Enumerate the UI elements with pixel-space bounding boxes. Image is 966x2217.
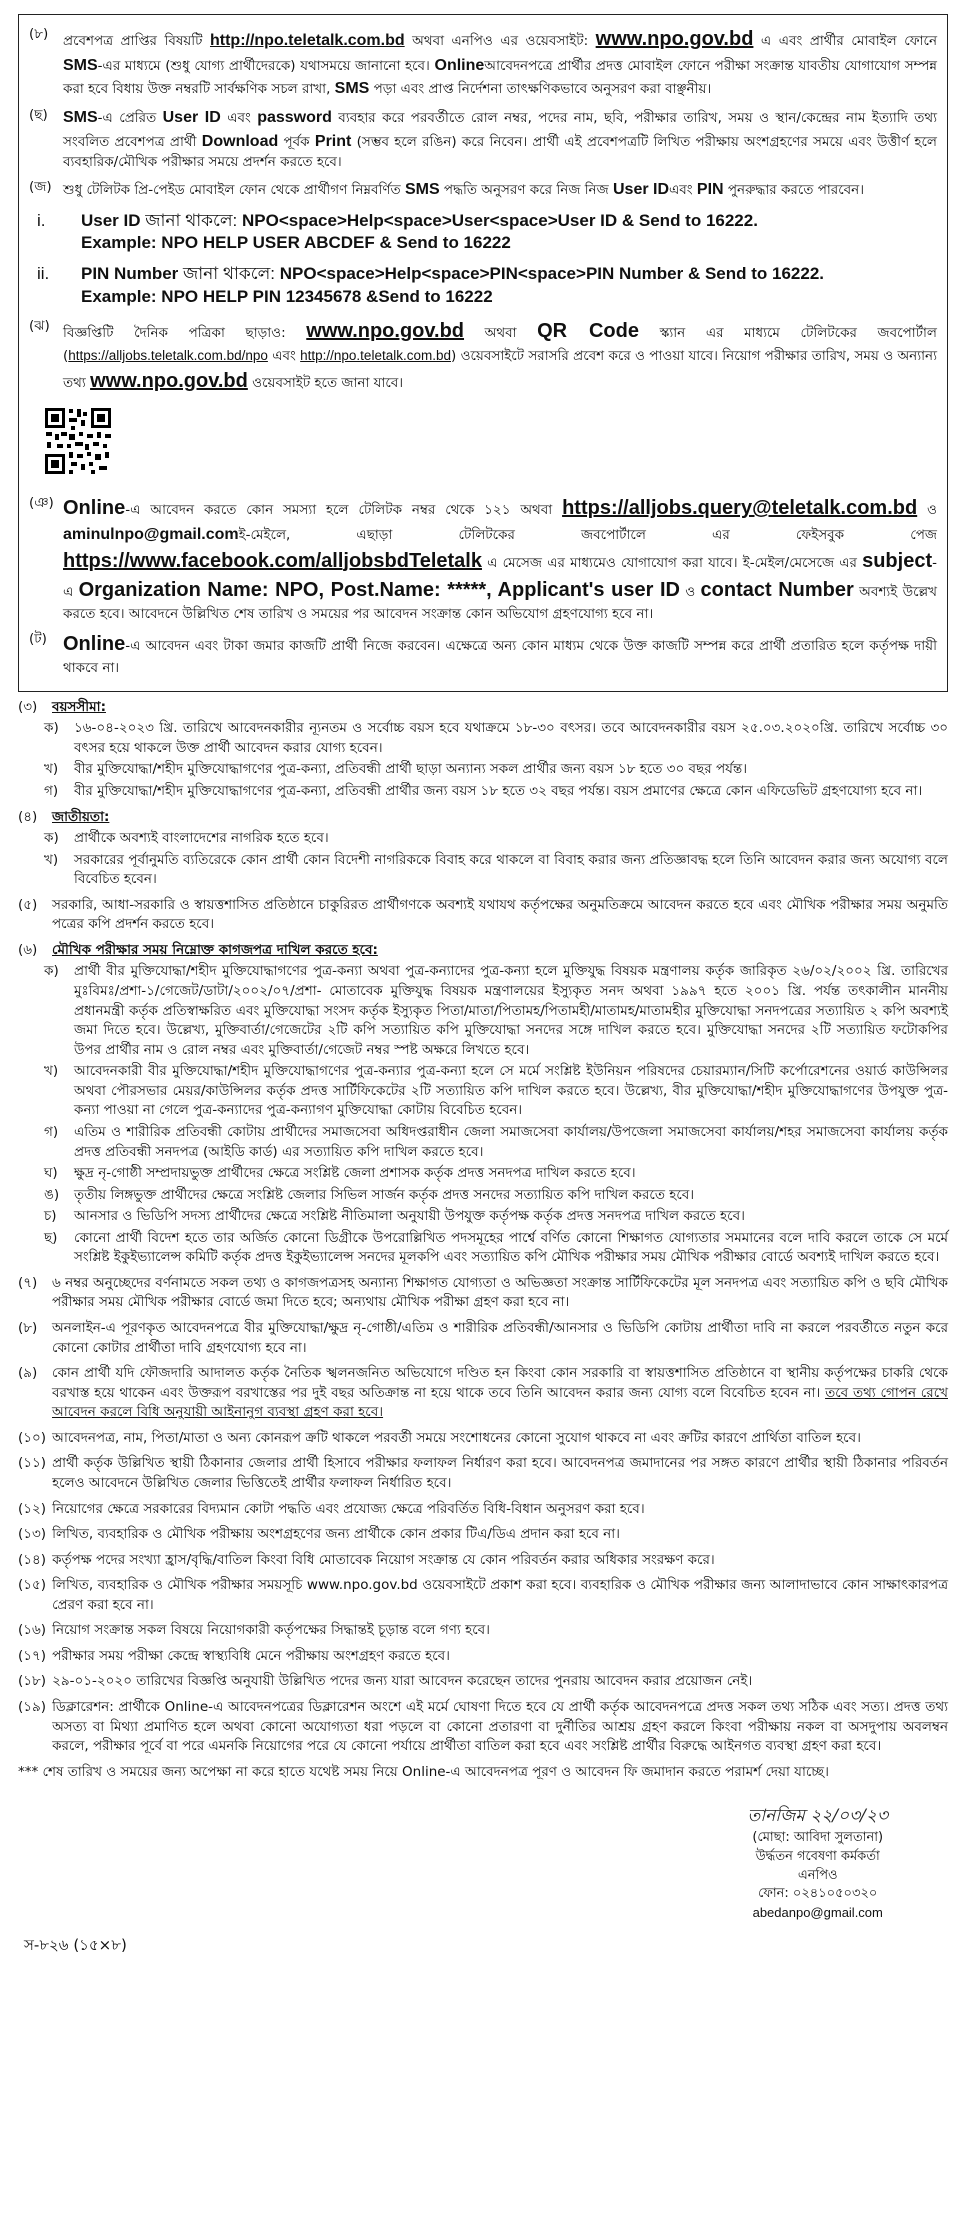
section-number: (১৮) <box>18 1673 47 1690</box>
sub-item <box>44 1123 948 1162</box>
text-run: এ এবং প্রার্থীর মোবাইল ফোনে <box>753 33 937 49</box>
sub-item-number: খ) <box>44 851 59 868</box>
link[interactable]: https://www.facebook.com/alljobsbdTeletalk <box>63 549 482 572</box>
cmd-lead: PIN Number <box>81 264 179 284</box>
sub-item-text: সরকারের পূর্বানুমতি ব্যতিরেকে কোন প্রার্থী কোন বিদেশী নাগরিককে বিবাহ করে থাকলে বা বিবাহ করার জন্য প্রতিজ্ঞাবদ্ধ হলে তিনি আবেদন করার জন্য অযোগ্য বলে বিবেচিত হবেন। <box>74 851 948 888</box>
footer <box>18 1804 948 1964</box>
section-main-text: প্রার্থী কর্তৃক উল্লিখিত স্থায়ী ঠিকানার জেলার প্রার্থী হিসাবে পরীক্ষার ফলাফল নির্ধারণ করা হবে। আবেদনপত্র জমাদানের পর সঙ্গত কারণে প্রার্থীর স্থায়ী ঠিকানার পরিবর্তন হলেও আবেদনে উল্লিখিত জেলার ভিত্তিতেই প্রার্থীর ফলাফল নির্ধারিত হবে। <box>52 1455 948 1491</box>
section-documents <box>18 941 948 1268</box>
sub-item-text: ১৬-০৪-২০২৩ খ্রি. তারিখে আবেদনকারীর ন্যূনতম ও সর্বোচ্চ বয়স হবে যথাক্রমে ১৮-৩০ বৎসর। তবে আবেদনকারীর বয়স ২৫.০৩.২০২০খ্রি. তারিখে সর্বোচ্চ ৩০ বৎসর হয়ে থাকলে উক্ত প্রার্থী আবেদন করার যোগ্য হবেন। <box>74 720 948 756</box>
cmd-mid: জানা থাকলে: <box>140 210 242 230</box>
sub-item-number: ক) <box>44 720 59 737</box>
sub-item-text: ক্ষুদ্র নৃ-গোষ্ঠী সম্প্রদায়ভুক্ত প্রার্থীদের ক্ষেত্রে সংশ্লিষ্ট জেলা প্রশাসক কর্তৃক প্রদত্ত সনদপত্র দাখিল করতে হবে। <box>74 1165 636 1182</box>
cmd-body: NPO<space>Help<space>PIN<space>PIN Number & Send to 16222. <box>279 264 825 284</box>
sub-item <box>44 829 948 849</box>
section-main-text: ২৯-০১-২০২০ তারিখের বিজ্ঞপ্তি অনুযায়ী উল্লিখিত পদের জন্য যারা আবেদন করেছেন তাদের পুনরায় আবেদন করার প্রয়োজন নেই। <box>52 1673 753 1690</box>
roman-numeral: i. <box>37 210 46 230</box>
link[interactable]: www.npo.gov.bd <box>306 320 465 343</box>
numbered-section <box>18 1621 948 1641</box>
sms-command-pin <box>37 263 937 309</box>
instructions-box <box>18 14 948 692</box>
section-text <box>52 1698 948 1757</box>
sub-item-text: এতিম ও শারীরিক প্রতিবন্ধী কোটায় প্রার্থীদের সমাজসেবা অধিদপ্তরাধীন জেলা সমাজসেবা কার্যালয়/উপজেলা সমাজসেবা কার্যালয়/শহর সমাজসেবা কার্যালয় কর্তৃক প্রদত্ত প্রতিবন্ধী সনদপত্র (আইডি কার্ড) এর সত্যায়িত কপি দাখিল করতে হবে। <box>74 1123 948 1160</box>
text-run: বিজ্ঞপ্তিটি দৈনিক পত্রিকা ছাড়াও: <box>63 325 307 342</box>
section-number: (১৪) <box>18 1551 47 1568</box>
text-run: password <box>257 109 332 127</box>
advertisement-code: স-৮২৬ (১৫×৮) <box>24 1935 127 1954</box>
section-text <box>52 1454 948 1493</box>
text-run: এবং <box>220 110 258 127</box>
section-main-text: ৬ নম্বর অনুচ্ছেদের বর্ণনামতে সকল তথ্য ও কাগজপত্রসহ অন্যান্য শিক্ষাগত যোগ্যতা ও অভিজ্ঞতা সংক্রান্ত সার্টিফিকেটের মূল সনদপত্র এবং সত্যায়িত কপি ও ছবি মৌখিক পরীক্ষার সময় মৌখিক পরীক্ষার বোর্ডে জমা দিতে হবে; অন্যথায় মৌখিক পরীক্ষা গ্রহণ করা হবে না। <box>52 1274 948 1311</box>
numbered-section <box>18 1364 948 1423</box>
section-text <box>52 1672 948 1692</box>
numbered-section <box>18 1274 948 1313</box>
section-number: (১৭) <box>18 1647 47 1664</box>
sub-item-text: কোনো প্রার্থী বিদেশ হতে তার অর্জিত কোনো ডিগ্রীকে উপরোল্লিখিত পদসমূহের পার্শ্বে বর্ণিত কোনো শিক্ষাগত যোগ্যতার সমমানের বলে দাবি করলে তাকে সে মর্মে সংশ্লিষ্ট ইকুইভ্যালেন্স কমিটি কর্তৃক প্রদত্ত ইকুইভ্যালেন্স সনদের মূলকপি এবং সত্যায়িত কপি মৌখিক পরীক্ষার সময় মৌখিক পরীক্ষার বোর্ডে অবশ্যই দাখিল করতে হবে। <box>74 1229 948 1266</box>
section-number: (১১) <box>18 1455 47 1472</box>
text-run: -এ আবেদন এবং টাকা জমার কাজটি প্রার্থী নিজে করবেন। এক্ষেত্রে অন্য কোন মাধ্যম থেকে উক্ত কাজটি সম্পন্ন করে প্রার্থী প্রতারিত হলে কর্তৃপক্ষ দায়ী থাকবে না। <box>63 638 937 677</box>
text-run: অথবা <box>464 325 538 342</box>
item-jha <box>29 317 937 396</box>
sub-item-number: ক) <box>44 963 59 980</box>
text-run: ওয়েবসাইট হতে জানা যাবে। <box>247 374 404 391</box>
item-number: (জ) <box>29 179 52 196</box>
item-ya <box>29 494 937 624</box>
text-run: পূর্বক <box>278 133 315 150</box>
sub-item-number: ক) <box>44 830 59 847</box>
signatory-email[interactable]: abedanpo@gmail.com <box>752 1905 883 1921</box>
signatory-phone: ফোন: ০২৪১০৫০৩২০ <box>758 1886 878 1902</box>
sub-item-number: খ) <box>44 761 59 778</box>
section-number: (১৩) <box>18 1526 47 1543</box>
sub-item <box>44 1207 948 1227</box>
text-run: SMS <box>334 80 370 98</box>
text-run: contact Number <box>700 578 854 601</box>
signatory-org: এনপিও <box>797 1867 838 1883</box>
item-number: (ঞ) <box>29 495 54 512</box>
text-run: QR Code <box>537 320 639 343</box>
text-run: ) ওয়েবসাইটে সরাসরি প্রবেশ করে ও পাওয়া যাবে। নিয়োগ পরীক্ষার তারিখ, সময় ও অন্যান্য তথ্য <box>63 348 937 391</box>
section-number: (৫) <box>18 896 38 913</box>
sub-item-text: প্রার্থী বীর মুক্তিযোদ্ধা/শহীদ মুক্তিযোদ্ধাগণের পুত্র-কন্যা অথবা পুত্র-কন্যাদের পুত্র-কন্যা হলে মুক্তিযুদ্ধ বিষয়ক মন্ত্রণালয় কর্তৃক জারিকৃত ২৬/০২/২০০২ খ্রি. তারিখের মুঃবিমঃ/প্রশা-১/গেজেট/ডাটা/২০০২/০৭/প্রশা- মোতাবেক মুক্তিযুদ্ধ বিষয়ক মন্ত্রণালয়ের ইস্যুকৃত সনদ অথবা ১৯৯৭ হতে ২০০১ খ্রি. পর্যন্ত তৎকালীন মাননীয় প্রধানমন্ত্রী কর্তৃক প্রতিস্বাক্ষরিত এবং মুক্তিযোদ্ধা সংসদ কর্তৃক ইস্যুকৃত পিতা/মাতা/পিতামহ/পিতামহী/মাতামহ/মাতামহীর মুক্তিযোদ্ধা সনদপত্রের সত্যায়িত ২ কপি অবশ্যই জমা দিতে হবে। উল্লেখ্য, মুক্তিবার্তা/গেজেটের ২টি কপি সত্যায়িত কপি মুক্তিযোদ্ধা সনদের সঙ্গে দাখিল করতে হবে। মুক্তিযোদ্ধা সনদের ২টি সত্যায়িত ফটোকপির উপর প্রার্থীর নাম ও রোল নম্বর এবং মুক্তিবার্তা/গেজেট নম্বর স্পষ্ট অক্ষরে লিখতে হবে। <box>74 963 948 1058</box>
text-run: Download <box>201 132 279 150</box>
cmd-lead: User ID <box>81 210 141 230</box>
sub-item <box>44 851 948 890</box>
item-number: (৮) <box>29 26 49 42</box>
text-run: Organization Name: NPO, Post.Name: *****, Applicant's user ID <box>78 578 680 601</box>
sub-item <box>44 1062 948 1121</box>
item-text <box>63 630 937 679</box>
sms-command-user-id <box>37 210 937 256</box>
link[interactable]: https://alljobs.teletalk.com.bd/npo <box>68 348 268 364</box>
sub-item-number: ঙ) <box>44 1186 60 1203</box>
link[interactable]: www.npo.gov.bd <box>90 369 248 392</box>
section-text <box>52 1551 948 1571</box>
sub-item-number: গ) <box>44 782 59 799</box>
text-run: aminulnpo@gmail.com <box>63 526 239 544</box>
text-run: -এর মাধ্যমে (শুধু যোগ্য প্রার্থীদেরকে) যথাসময়ে জানানো হবে। <box>97 58 435 74</box>
section-number: (৯) <box>18 1365 38 1382</box>
nationality-sub-items <box>44 829 948 890</box>
item-ta <box>29 630 937 679</box>
text-run: ই-মেইলে, এছাড়া টেলিটকের জবপোর্টালে এর ফেইসবুক পেজ <box>238 527 937 544</box>
section-main-text: লিখিত, ব্যবহারিক ও মৌখিক পরীক্ষার সময়সূচি www.npo.gov.bd ওয়েবসাইটে প্রকাশ করা হবে। ব্যবহারিক ও মৌখিক পরীক্ষার জন্য আলাদাভাবে কোন সাক্ষাৎকারপত্র প্রেরণ করা হবে না। <box>52 1577 948 1613</box>
section-main-text: পরীক্ষার সময় পরীক্ষা কেন্দ্রে স্বাস্থ্যবিধি মেনে পরীক্ষায় অংশগ্রহণ করতে হবে। <box>52 1647 451 1664</box>
numbered-section <box>18 1698 948 1757</box>
text-run: ও <box>917 502 937 519</box>
section-main-text: নিয়োগ সংক্রান্ত সকল বিষয়ে নিয়োগকারী কর্তৃপক্ষের সিদ্ধান্তই চূড়ান্ত বলে গণ্য হবে। <box>52 1622 490 1639</box>
section-number: (১৯) <box>18 1699 47 1715</box>
sub-item <box>44 1164 948 1184</box>
sub-item <box>44 760 948 780</box>
numbered-section <box>18 1525 948 1545</box>
text-run: এবং <box>669 182 697 199</box>
box-item <box>29 25 937 100</box>
section-main-text: লিখিত, ব্যবহারিক ও মৌখিক পরীক্ষায় অংশগ্রহণের জন্য প্রার্থীকে কোন প্রকার টিএ/ডিএ প্রদান করা হবে না। <box>52 1526 620 1543</box>
sub-item <box>44 1186 948 1206</box>
sub-item-number: ঘ) <box>44 1165 58 1182</box>
sub-item <box>44 719 948 758</box>
sub-item-number: ছ) <box>44 1229 58 1246</box>
sub-item-text: প্রার্থীকে অবশ্যই বাংলাদেশের নাগরিক হতে হবে। <box>74 830 329 847</box>
section-title: মৌখিক পরীক্ষার সময় নিম্নোক্ত কাগজপত্র দাখিল করতে হবে: <box>52 941 378 958</box>
qr-code-icon[interactable] <box>43 406 113 476</box>
item-text <box>63 317 937 396</box>
text-run: পদ্ধতি অনুসরণ করে নিজ নিজ <box>439 182 613 199</box>
section-number: (৩) <box>18 698 38 715</box>
cmd-example: Example: NPO HELP PIN 12345678 &Send to 16222 <box>81 287 493 307</box>
roman-numeral: ii. <box>37 264 50 284</box>
advice-note: *** শেষ তারিখ ও সময়ের জন্য অপেক্ষা না করে হাতে যথেষ্ট সময় নিয়ে Online-এ আবেদনপত্র পূরণ ও আবেদন ফি জমাদান করতে পরামর্শ দেয়া যাচ্ছে। <box>18 1763 829 1780</box>
link[interactable]: http://npo.teletalk.com.bd <box>209 32 405 49</box>
cmd-body: NPO<space>Help<space>User<space>User ID & Send to 16222. <box>241 210 758 230</box>
later-sections <box>18 1274 948 1757</box>
section-number: (৪) <box>18 808 38 825</box>
text-run: User ID <box>162 109 221 127</box>
text-run: অথবা এনপিও এর ওয়েবসাইট: <box>404 33 596 49</box>
text-run: আবেদনপত্রে প্রার্থীর প্রদত্ত মোবাইল ফোনে পরীক্ষা সংক্রান্ত যাবতীয় যোগাযোগ সম্পন্ন করা হবে বিধায় উক্ত নম্বরটি সার্বক্ষণিক সচল রাখা, <box>63 58 938 98</box>
sub-item-text: তৃতীয় লিঙ্গভুক্ত প্রার্থীদের ক্ষেত্রে সংশ্লিষ্ট জেলার সিভিল সার্জন কর্তৃক প্রদত্ত সনদের সত্যায়িত কপি দাখিল করতে হবে। <box>74 1186 695 1203</box>
text-run: PIN <box>696 181 724 199</box>
age-sub-items <box>44 719 948 801</box>
numbered-section <box>18 1551 948 1571</box>
item-number: (ছ) <box>29 107 48 124</box>
sub-item-text: বীর মুক্তিযোদ্ধা/শহীদ মুক্তিযোদ্ধাগণের পুত্র-কন্যা, প্রতিবন্ধী প্রার্থীর জন্য বয়স ১৮ হতে ৩২ বছর পর্যন্ত। বয়স প্রমাণের ক্ষেত্রে কোন এফিডেভিট গ্রহণযোগ্য হবে না। <box>74 782 923 799</box>
sub-item-number: গ) <box>44 1123 59 1140</box>
text-run: SMS <box>63 109 98 127</box>
section-text <box>52 1319 948 1358</box>
section-number: (১৫) <box>18 1577 47 1594</box>
link[interactable]: http://npo.teletalk.com.bd <box>300 348 451 364</box>
text-run: User ID <box>612 181 670 199</box>
item-number: (ঝ) <box>29 318 50 335</box>
text-run: এবং <box>267 348 301 365</box>
numbered-section <box>18 1647 948 1667</box>
section-nationality <box>18 808 948 890</box>
text-run: প্রবেশপত্র প্রাপ্তির বিষয়টি <box>63 33 210 49</box>
signatory-name: (মোছা: আবিদা সুলতানা) <box>752 1829 884 1845</box>
text-run: পড়া এবং প্রাপ্ত নির্দেশনা তাৎক্ষণিকভাবে অনুসরণ করা বাঞ্ছনীয়। <box>369 81 712 98</box>
text-run: (সম্ভব হলে রঙিন) করে নিবেন। প্রার্থী এই প্রবেশপত্রটি লিখিত পরীক্ষায় অংশগ্রহণের সময়ে এবং উত্তীর্ণ হলে ব্যবহারিক/মৌখিক পরীক্ষার সময়ে প্রদর্শন করতে হবে। <box>63 133 937 170</box>
signatory-title: উর্দ্ধতন গবেষণা কর্মকর্তা <box>755 1848 880 1864</box>
sub-item-number: খ) <box>44 1063 59 1080</box>
text-run: ও <box>679 583 701 600</box>
link[interactable]: https://alljobs.query@teletalk.com.bd <box>562 497 918 520</box>
section-number: (৬) <box>18 941 38 958</box>
section-text <box>52 1364 948 1423</box>
numbered-section <box>18 1319 948 1358</box>
text-run: Online <box>63 633 126 656</box>
section-text <box>52 1525 948 1545</box>
text-run: -এ <box>63 554 937 600</box>
section-main-text: কোন প্রার্থী যদি ফৌজদারি আদালত কর্তৃক নৈতিক স্খলনজনিত অভিযোগে দণ্ডিত হন কিংবা কোন সরকারি বা স্বায়ত্তশাসিত প্রতিষ্ঠানে বা স্থানীয় কর্তৃপক্ষের চাকরি থেকে বরখাস্ত হয়ে থাকেন এবং উক্তরূপ বরখাস্তের পর দুই বছর অতিক্রান্ত না হয়ে থাকে তবে তিনি আবেদন করার জন্য যোগ্য বলে বিবেচিত হবেন না। <box>52 1365 948 1401</box>
section-govt-employees <box>18 896 948 935</box>
section-text <box>52 1429 948 1449</box>
text-run: এ মেসেজ এর মাধ্যমেও যোগাযোগ করা যাবে। ই-মেইল/মেসেজে এর <box>481 554 863 571</box>
section-age-limit <box>18 698 948 802</box>
text-run: পুনরুদ্ধার করতে পারবেন। <box>723 182 865 199</box>
section-text <box>52 1576 948 1615</box>
text-run: অবশ্যই উল্লেখ করতে হবে। আবেদনে উল্লিখিত শেষ তারিখ ও সময়ের পর আবেদন সংক্রান্ত কোন অভিযোগ গ্রহণযোগ্য হবে না। <box>63 583 937 622</box>
item-number: (ট) <box>29 631 47 648</box>
sub-item-text: বীর মুক্তিযোদ্ধা/শহীদ মুক্তিযোদ্ধাগণের পুত্র-কন্যা, প্রতিবন্ধী প্রার্থী ছাড়া অন্যান্য সকল প্রার্থীর জন্য বয়স ১৮ হতে ৩০ বছর পর্যন্ত। <box>74 761 748 778</box>
cmd-example: Example: NPO HELP USER ABCDEF & Send to 16222 <box>81 233 511 253</box>
numbered-section <box>18 1672 948 1692</box>
text-run: স্ক্যান এর মাধ্যমে টেলিটকের জবপোর্টাল ( <box>63 325 937 365</box>
section-text <box>52 1274 948 1313</box>
numbered-section <box>18 1429 948 1449</box>
box-item <box>29 178 937 201</box>
item-text <box>63 106 937 172</box>
cmd-mid: জানা থাকলে: <box>178 264 280 284</box>
signature-block <box>747 1804 888 1923</box>
section-text <box>52 1621 948 1641</box>
section-text <box>52 1500 948 1520</box>
section-title: জাতীয়তা: <box>52 808 110 825</box>
section-underlined-text: তবে তথ্য গোপন রেখে আবেদন করলে বিধি অনুযায়ী আইনানুগ ব্যবস্থা গ্রহণ করা হবে। <box>52 1384 948 1421</box>
text-run: SMS <box>404 181 440 199</box>
section-text: সরকারি, আধা-সরকারি ও স্বায়ত্তশাসিত প্রতিষ্ঠানে চাকুরিরত প্রার্থীগণকে অবশ্যই যথাযথ কর্তৃপক্ষের অনুমতিক্রমে আবেদন করতে হবে এবং মৌখিক পরীক্ষার সময় অনুমতি পত্রের কপি প্রদর্শন করতে হবে। <box>52 896 948 933</box>
section-number: (১৬) <box>18 1622 47 1639</box>
sub-item-number: চ) <box>44 1208 57 1225</box>
text-run: Print <box>314 132 352 150</box>
section-number: (১০) <box>18 1429 47 1446</box>
numbered-section <box>18 1500 948 1520</box>
section-main-text: আবেদনপত্র, নাম, পিতা/মাতা ও অন্য কোনরূপ ক্রটি থাকলে পরবর্তী সময়ে সংশোধনের কোনো সুযোগ থাকবে না এবং ক্রটির কারণে প্রার্থিতা বাতিল হবে। <box>52 1429 861 1446</box>
section-text <box>52 1647 948 1667</box>
text-run: Online <box>63 497 126 520</box>
item-text <box>63 494 937 624</box>
documents-sub-items <box>44 962 948 1267</box>
sub-item <box>44 962 948 1060</box>
section-main-text: ডিক্লারেশন: প্রার্থীকে Online-এ আবেদনপত্রের ডিক্লারেশন অংশে এই মর্মে ঘোষণা দিতে হবে যে প্রার্থী কর্তৃক আবেদনপত্রে প্রদত্ত সকল তথ্য সঠিক এবং সত্য। প্রদত্ত তথ্য অসত্য বা মিথ্যা প্রমাণিত হলে অথবা কোনো অযোগ্যতা ধরা পড়লে বা কোনো প্রতারণা বা দুর্নীতির আশ্রয় গ্রহণ করলে কিংবা পরীক্ষায় নকল বা অসদুপায় অবলম্বন করলে, পরীক্ষার পূর্বে বা পরে এমনকি নিয়োগের পরে যে কোনো পর্যায়ে প্রার্থীতা বাতিল করা হবে এবং সংশ্লিষ্ট প্রার্থীর বিরুদ্ধে আইনগত ব্যবস্থা গ্রহণ করা হবে। <box>52 1699 949 1755</box>
section-number: (১২) <box>18 1500 47 1517</box>
sub-item <box>44 1229 948 1268</box>
box-item <box>29 106 937 172</box>
handwritten-signature: তানজিম ২২/০৩/২৩ <box>747 1806 888 1827</box>
item-text <box>63 178 937 201</box>
section-number: (৮) <box>18 1320 38 1336</box>
item-text <box>63 25 937 100</box>
section-main-text: নিয়োগের ক্ষেত্রে সরকারের বিদ্যমান কোটা পদ্ধতি এবং প্রযোজ্য ক্ষেত্রে পরিবর্তিত বিধি-বিধান অনুসরণ করা হবে। <box>52 1500 645 1517</box>
link[interactable]: www.npo.gov.bd <box>595 28 754 50</box>
numbered-section <box>18 1576 948 1615</box>
section-main-text: কর্তৃপক্ষ পদের সংখ্যা হ্রাস/বৃদ্ধি/বাতিল কিংবা বিধি মোতাবেক নিয়োগ সংক্রান্ত যে কোন পরিবর্তন করার অধিকার সংরক্ষণ করে। <box>52 1551 715 1568</box>
text-run: শুধু টেলিটক প্রি-পেইড মোবাইল ফোন থেকে প্রার্থীগণ নিম্নবর্ণিত <box>63 182 405 199</box>
text-run: Online <box>434 57 485 74</box>
section-number: (৭) <box>18 1274 38 1291</box>
text-run: -এ প্রেরিত <box>97 110 163 127</box>
text-run: subject <box>862 549 933 572</box>
sub-item <box>44 782 948 802</box>
sub-item-text: আবেদনকারী বীর মুক্তিযোদ্ধা/শহীদ মুক্তিযোদ্ধাগণের পুত্র-কন্যার পুত্র-কন্যা হলে সে মর্মে সংশ্লিষ্ট ইউনিয়ন পরিষদের চেয়ারম্যান/সিটি কর্পোরেশনের ওয়ার্ড কাউন্সিলর অথবা পৌরসভার মেয়র/কাউন্সিলর কর্তৃক প্রদত্ত সার্টিফিকেটের ২টি সত্যায়িত কপি দাখিল করতে হবে। উল্লেখ্য, বীর মুক্তিযোদ্ধা/শহীদ মুক্তিযোদ্ধাগণের উপযুক্ত পুত্র-কন্যা পাওয়া না গেলে পুত্র-কন্যাদের পুত্র-কন্যাগণ মুক্তিযোদ্ধা কোটায় বিবেচিত হবেন। <box>74 1063 948 1119</box>
sub-item-text: আনসার ও ভিডিপি সদস্য প্রার্থীদের ক্ষেত্রে সংশ্লিষ্ট নীতিমালা অনুযায়ী উপযুক্ত কর্তৃপক্ষ কর্তৃক প্রদত্ত সনদপত্র দাখিল করতে হবে। <box>74 1208 745 1225</box>
text-run: SMS <box>63 57 98 74</box>
box-items <box>29 25 937 202</box>
section-main-text: অনলাইন-এ পূরণকৃত আবেদনপত্রে বীর মুক্তিযোদ্ধা/ক্ষুদ্র নৃ-গোষ্ঠী/এতিম ও শারীরিক প্রতিবন্ধী/আনসার ও ভিডিপি কোটায় প্রার্থীতা দাবি না করলে পরবর্তীতে নতুন করে কোনো কোটার প্রার্থীতা দাবি গ্রহণযোগ্য হবে না। <box>52 1320 948 1356</box>
section-title: বয়সসীমা: <box>52 698 106 715</box>
numbered-section <box>18 1454 948 1493</box>
text-run: ব্যবহার করে পরবর্তীতে রোল নম্বর, পদের নাম, ছবি, পরীক্ষার তারিখ, সময় ও স্থান/কেন্দ্রের নাম ইত্যাদি তথ্য সংবলিত প্রবেশপত্র প্রার্থী <box>63 110 937 150</box>
text-run: -এ আবেদন করতে কোন সমস্যা হলে টেলিটক নম্বর থেকে ১২১ অথবা <box>125 502 563 519</box>
